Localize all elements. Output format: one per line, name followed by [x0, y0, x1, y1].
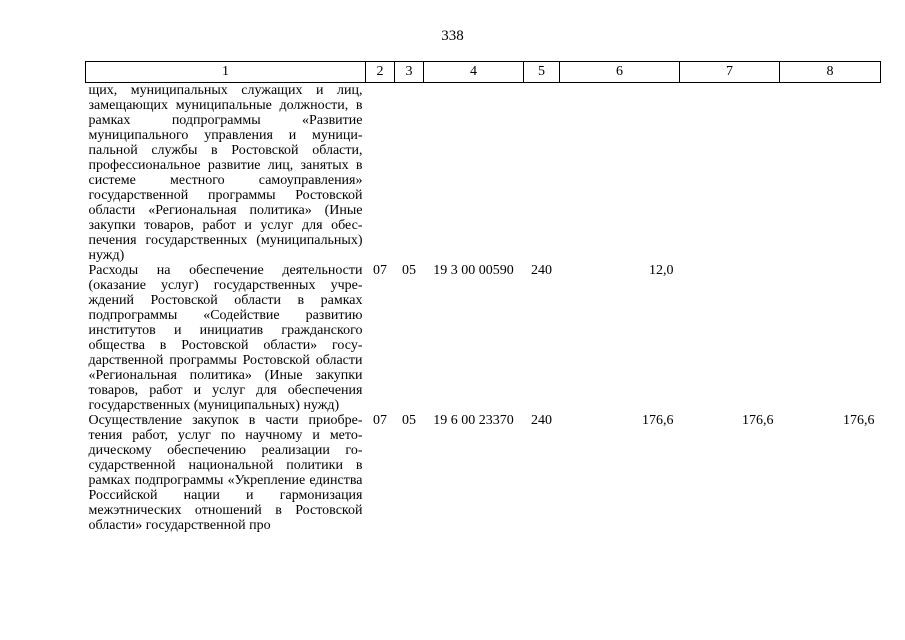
cell-amount-3 — [780, 83, 881, 264]
column-header: 5 — [524, 62, 560, 83]
cell-target-code — [424, 83, 524, 264]
table-row — [86, 413, 881, 533]
column-header: 3 — [395, 62, 424, 83]
column-header: 1 — [86, 62, 366, 83]
cell-expense-type: 240 — [531, 413, 552, 428]
row-description: Расходы на обеспечение деятельности (оказание услуг) государственных учреждений Ростовской области в рамках подпрограммы «Содействие развитию институтов и инициатив гражданского общества в Ростовской области» государственной программы Ростовской области «Региональная политика» (Иные закупки товаров, работ и услуг для обеспечения государственных (муниципальных) нужд) — [88, 263, 363, 413]
cell-amount-2: 176,6 — [742, 413, 774, 428]
cell-amount-3 — [780, 263, 881, 413]
cell-subsection: 05 — [402, 263, 416, 278]
budget-table — [85, 61, 881, 533]
cell-expense-type: 240 — [531, 263, 552, 278]
cell-expense-type — [524, 83, 560, 264]
column-header: 2 — [366, 62, 395, 83]
cell-section: 07 — [373, 263, 387, 278]
cell-amount-2 — [680, 263, 780, 413]
table-row — [86, 263, 881, 413]
cell-amount-1 — [560, 83, 680, 264]
table-header-row — [86, 62, 881, 83]
cell-target-code: 19 3 00 00590 — [433, 263, 514, 278]
cell-target-code: 19 6 00 23370 — [433, 413, 514, 428]
cell-section — [366, 83, 395, 264]
column-header: 4 — [424, 62, 524, 83]
cell-amount-1: 12,0 — [649, 263, 674, 278]
cell-section: 07 — [373, 413, 387, 428]
column-header: 8 — [780, 62, 881, 83]
cell-amount-2 — [680, 83, 780, 264]
column-header: 6 — [560, 62, 680, 83]
row-description: Осуществление закупок в части приобретения работ, услуг по научному и методическому обеспечению реализации государственной национальной политики в рамках подпрограммы «Укрепление единства Российской нации и гармонизация межэтнических отношений в Ростовской области» государственной про — [88, 413, 363, 533]
cell-subsection: 05 — [402, 413, 416, 428]
cell-amount-1: 176,6 — [642, 413, 674, 428]
column-header: 7 — [680, 62, 780, 83]
cell-subsection — [395, 83, 424, 264]
cell-amount-3: 176,6 — [843, 413, 875, 428]
page-number: 338 — [441, 28, 464, 44]
row-description: щих, муниципальных служащих и лиц, замещающих муниципальные должности, в рамках подпрограммы «Развитие муниципального управления и муниципальной службы в Ростовской области, профессиональное развитие лиц, занятых в системе местного самоуправления» государственной программы Ростовской области «Региональная политика» (Иные закупки товаров, работ и услуг для обеспечения государственных (муниципальных) нужд) — [88, 83, 363, 263]
table-row — [86, 83, 881, 264]
